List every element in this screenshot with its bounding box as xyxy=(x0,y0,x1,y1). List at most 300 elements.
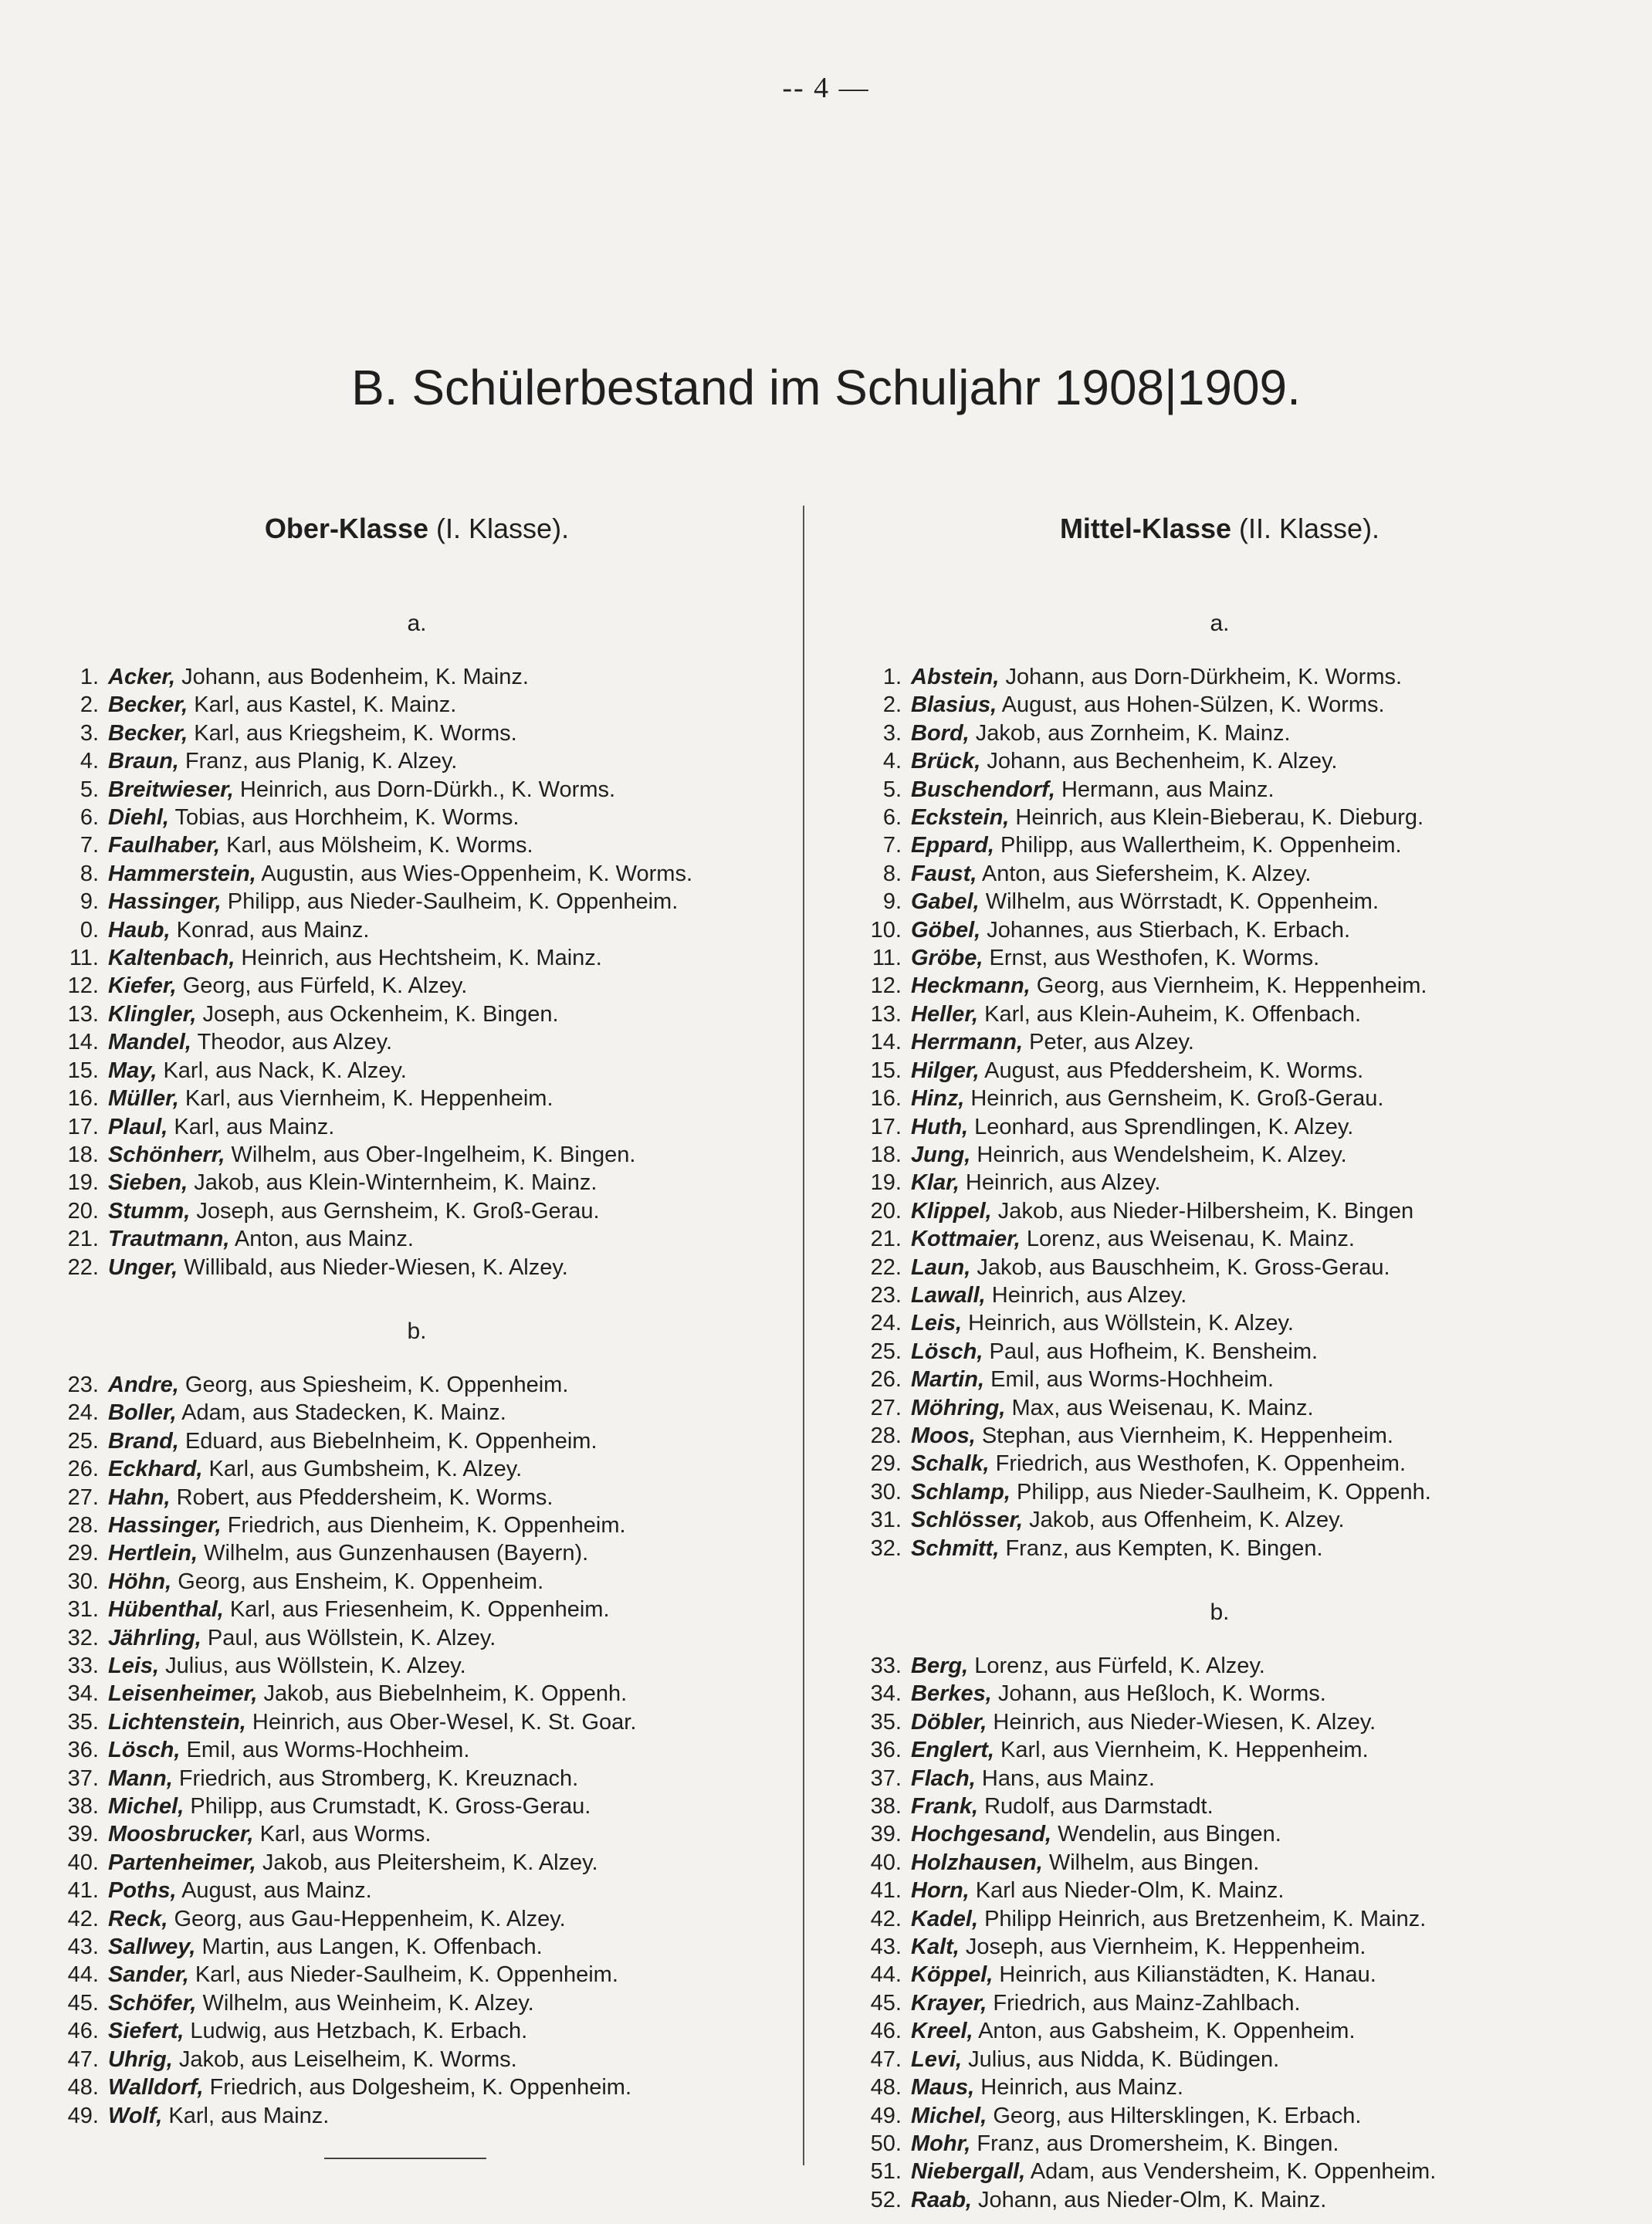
student-entry xyxy=(46,2017,787,2045)
student-surname: Schönherr, xyxy=(108,1142,225,1167)
entry-text xyxy=(108,1399,772,1427)
entry-number: 10. xyxy=(870,917,902,943)
entry-text xyxy=(911,2158,1575,2185)
student-details: Karl, aus Mölsheim, K. Worms. xyxy=(220,833,533,858)
entry-text xyxy=(108,1849,772,1877)
entry-number: 46. xyxy=(67,2019,99,2044)
student-details: August, aus Mainz. xyxy=(176,1878,372,1904)
entry-text xyxy=(911,776,1575,804)
entry-text xyxy=(911,1708,1575,1736)
student-entry xyxy=(849,860,1590,888)
entry-number: 42. xyxy=(870,1906,902,1931)
student-details: Karl, aus Viernheim, K. Heppenheim. xyxy=(178,1086,553,1112)
student-details: Karl, aus Klein-Auheim, K. Offenbach. xyxy=(978,1001,1362,1027)
student-surname: Möhring, xyxy=(911,1395,1006,1420)
section-b-label: b. xyxy=(1210,1599,1230,1625)
student-surname: Kottmaier, xyxy=(911,1227,1021,1252)
entry-number: 34. xyxy=(870,1681,902,1707)
student-surname: Michel, xyxy=(911,2103,987,2128)
student-entry xyxy=(849,1085,1590,1112)
student-entry xyxy=(46,1085,787,1112)
entry-text xyxy=(108,1905,772,1933)
entry-text xyxy=(911,1225,1575,1253)
entry-text xyxy=(911,663,1575,691)
student-details: Heinrich, aus Mainz. xyxy=(974,2075,1183,2100)
student-surname: Moosbrucker, xyxy=(108,1822,254,1847)
student-surname: Mann, xyxy=(108,1765,173,1791)
student-details: Peter, aus Alzey. xyxy=(1023,1030,1194,1055)
entry-text xyxy=(108,1961,772,1989)
student-entry xyxy=(849,2073,1590,2101)
entry-text xyxy=(108,691,772,719)
entry-number: 6. xyxy=(80,805,99,831)
student-details: Johannes, aus Stierbach, K. Erbach. xyxy=(980,917,1351,943)
student-surname: Acker, xyxy=(108,665,176,689)
student-surname: Kreel, xyxy=(911,2019,973,2044)
entry-number: 39. xyxy=(870,1822,902,1847)
student-entry xyxy=(46,1652,787,1680)
student-entry xyxy=(46,1254,787,1281)
entry-number: 31. xyxy=(870,1508,902,1533)
entry-number: 45. xyxy=(67,1990,99,2016)
entry-text xyxy=(911,2102,1575,2130)
student-surname: Frank, xyxy=(911,1794,979,1819)
student-details: August, aus Pfeddersheim, K. Worms. xyxy=(979,1058,1364,1083)
student-entry xyxy=(849,1254,1590,1281)
entry-number: 35. xyxy=(67,1709,99,1735)
student-details: Philipp, aus Nieder-Saulheim, K. Oppenheim. xyxy=(221,889,679,915)
student-details: Jakob, aus Zornheim, K. Mainz. xyxy=(969,720,1291,746)
student-surname: Hertlein, xyxy=(108,1541,198,1566)
entry-number: 46. xyxy=(870,2019,902,2044)
student-entry xyxy=(46,1197,787,1225)
student-details: Johann, aus Dorn-Dürkheim, K. Worms. xyxy=(999,665,1403,689)
entry-number: 35. xyxy=(870,1709,902,1735)
student-details: Emil, aus Worms-Hochheim. xyxy=(180,1738,470,1763)
student-details: Jakob, aus Biebelnheim, K. Oppenh. xyxy=(257,1681,628,1707)
entry-number: 28. xyxy=(870,1423,902,1448)
entry-text xyxy=(108,1141,772,1169)
student-surname: Moos, xyxy=(911,1423,976,1448)
student-entry xyxy=(849,1197,1590,1225)
student-surname: Buschendorf, xyxy=(911,777,1055,802)
student-details: Hermann, aus Mainz. xyxy=(1055,777,1275,802)
entry-number: 27. xyxy=(67,1484,99,1510)
student-surname: Michel, xyxy=(108,1794,184,1819)
student-details: Jakob, aus Klein-Winternheim, K. Mainz. xyxy=(188,1170,597,1196)
student-surname: Leisenheimer, xyxy=(108,1681,258,1707)
section-b-label: b. xyxy=(407,1318,427,1344)
student-list-b xyxy=(46,1371,787,2130)
right-column xyxy=(849,506,1590,2214)
student-details: Stephan, aus Viernheim, K. Heppenheim. xyxy=(975,1423,1393,1448)
entry-number: 5. xyxy=(80,777,99,802)
student-surname: Brück, xyxy=(911,749,981,774)
entry-number: 40. xyxy=(870,1850,902,1875)
student-surname: Sander, xyxy=(108,1962,189,1988)
student-details: August, aus Hohen-Sülzen, K. Worms. xyxy=(997,692,1385,718)
student-details: Philipp Heinrich, aus Bretzenheim, K. Mainz. xyxy=(978,1906,1427,1931)
entry-text xyxy=(911,1028,1575,1056)
entry-text xyxy=(108,1652,772,1680)
student-surname: Kaltenbach, xyxy=(108,946,235,971)
column-divider xyxy=(803,506,804,2165)
entry-number: 1. xyxy=(882,665,902,689)
student-entry xyxy=(46,1399,787,1427)
student-surname: Schalk, xyxy=(911,1451,990,1477)
entry-number: 29. xyxy=(870,1451,902,1477)
student-entry xyxy=(46,1539,787,1567)
student-surname: Kalt, xyxy=(911,1935,960,1960)
student-details: Jakob, aus Nieder-Hilbersheim, K. Bingen xyxy=(991,1198,1414,1224)
entry-text xyxy=(108,1933,772,1961)
entry-number: 23. xyxy=(870,1282,902,1308)
entry-number: 40. xyxy=(67,1850,99,1875)
entry-text xyxy=(108,1511,772,1539)
student-surname: Eckstein, xyxy=(911,805,1010,831)
student-surname: Haub, xyxy=(108,917,171,943)
student-entry xyxy=(46,1596,787,1623)
student-surname: Flach, xyxy=(911,1765,976,1791)
student-details: Wilhelm, aus Ober-Ingelheim, K. Bingen. xyxy=(225,1142,636,1167)
entry-number: 16. xyxy=(870,1086,902,1112)
entry-number: 8. xyxy=(80,861,99,886)
student-entry xyxy=(849,1708,1590,1736)
entry-number: 30. xyxy=(870,1479,902,1505)
entry-text xyxy=(108,1680,772,1708)
student-entry xyxy=(46,972,787,1000)
student-surname: Köppel, xyxy=(911,1962,994,1988)
entry-number: 43. xyxy=(67,1935,99,1960)
student-surname: Poths, xyxy=(108,1878,177,1904)
entry-number: 33. xyxy=(67,1654,99,1678)
student-surname: Hahn, xyxy=(108,1484,171,1510)
student-surname: Kiefer, xyxy=(108,973,177,999)
student-details: Karl, aus Worms. xyxy=(253,1822,432,1847)
student-details: Robert, aus Pfeddersheim, K. Worms. xyxy=(170,1484,553,1510)
student-surname: Sallwey, xyxy=(108,1935,196,1960)
student-entry xyxy=(849,1281,1590,1309)
student-details: Georg, aus Hiltersklingen, K. Erbach. xyxy=(987,2103,1362,2128)
entry-text xyxy=(911,1141,1575,1169)
entry-text xyxy=(108,1484,772,1511)
student-surname: Maus, xyxy=(911,2075,975,2100)
student-entry xyxy=(849,1478,1590,1506)
student-entry xyxy=(849,1309,1590,1337)
entry-number: 26. xyxy=(870,1367,902,1393)
student-list-a xyxy=(46,663,787,1281)
student-entry xyxy=(849,719,1590,747)
student-details: Joseph, aus Gernsheim, K. Groß-Gerau. xyxy=(190,1198,600,1224)
student-surname: Unger, xyxy=(108,1254,178,1280)
student-surname: Brand, xyxy=(108,1428,179,1454)
student-details: Philipp, aus Nieder-Saulheim, K. Oppenh. xyxy=(1010,1479,1431,1505)
student-surname: Müller, xyxy=(108,1086,179,1112)
student-surname: May, xyxy=(108,1058,157,1083)
student-surname: Siefert, xyxy=(108,2019,184,2044)
entry-number: 26. xyxy=(67,1457,99,1482)
student-surname: Blasius, xyxy=(911,692,997,718)
student-surname: Breitwieser, xyxy=(108,777,234,802)
entry-text xyxy=(108,1989,772,2017)
student-details: Heinrich, aus Alzey. xyxy=(985,1282,1187,1308)
student-details: Heinrich, aus Gernsheim, K. Groß-Gerau. xyxy=(964,1086,1384,1112)
entry-number: 34. xyxy=(67,1681,99,1707)
entry-number: 19. xyxy=(67,1170,99,1196)
student-surname: Hinz, xyxy=(911,1086,965,1112)
entry-text xyxy=(911,1820,1575,1848)
student-entry xyxy=(849,888,1590,916)
student-details: Johann, aus Bechenheim, K. Alzey. xyxy=(980,749,1338,774)
student-entry xyxy=(46,1113,787,1141)
entry-text xyxy=(911,1765,1575,1792)
student-details: Friedrich, aus Dolgesheim, K. Oppenheim. xyxy=(203,2075,632,2100)
student-entry xyxy=(46,916,787,944)
student-details: Eduard, aus Biebelnheim, K. Oppenheim. xyxy=(178,1428,597,1454)
entry-text xyxy=(108,1197,772,1225)
student-surname: Klar, xyxy=(911,1170,960,1196)
student-details: Georg, aus Viernheim, K. Heppenheim. xyxy=(1030,973,1427,999)
student-entry xyxy=(46,1455,787,1483)
entry-number: 48. xyxy=(870,2075,902,2100)
student-details: Adam, aus Vendersheim, K. Oppenheim. xyxy=(1025,2159,1437,2185)
entry-number: 24. xyxy=(67,1400,99,1426)
entry-text xyxy=(911,888,1575,916)
entry-number: 8. xyxy=(882,861,902,886)
entry-number: 21. xyxy=(870,1227,902,1252)
entry-number: 41. xyxy=(870,1878,902,1904)
entry-number: 22. xyxy=(67,1254,99,1280)
student-details: Jakob, aus Leiselheim, K. Worms. xyxy=(172,2046,517,2072)
student-details: Joseph, aus Ockenheim, K. Bingen. xyxy=(196,1001,559,1027)
entry-number: 2. xyxy=(80,692,99,718)
student-surname: Klippel, xyxy=(911,1198,992,1224)
entry-text xyxy=(108,1539,772,1567)
student-surname: Trautmann, xyxy=(108,1227,230,1252)
entry-text xyxy=(911,1338,1575,1366)
student-surname: Laun, xyxy=(911,1254,971,1280)
entry-text xyxy=(108,1624,772,1652)
student-details: Karl, aus Nack, K. Alzey. xyxy=(157,1058,407,1083)
student-entry xyxy=(849,1141,1590,1169)
student-details: Karl, aus Gumbsheim, K. Alzey. xyxy=(202,1457,523,1482)
student-surname: Eppard, xyxy=(911,833,994,858)
student-details: Lorenz, aus Fürfeld, K. Alzey. xyxy=(968,1654,1265,1678)
entry-text xyxy=(911,1085,1575,1112)
student-surname: Hassinger, xyxy=(108,889,222,915)
student-surname: Andre, xyxy=(108,1372,179,1397)
student-details: Philipp, aus Crumstadt, K. Gross-Gerau. xyxy=(184,1794,591,1819)
student-entry xyxy=(46,1568,787,1596)
student-details: Karl, aus Kriegsheim, K. Worms. xyxy=(188,720,517,746)
student-surname: Hammerstein, xyxy=(108,861,256,886)
student-details: Wilhelm, aus Wörrstadt, K. Oppenheim. xyxy=(979,889,1379,915)
student-entry xyxy=(46,1849,787,1877)
entry-text xyxy=(911,1281,1575,1309)
student-surname: Herrmann, xyxy=(911,1030,1024,1055)
entry-text xyxy=(108,1877,772,1904)
student-entry xyxy=(849,1765,1590,1792)
entry-number: 30. xyxy=(67,1569,99,1594)
entry-number: 19. xyxy=(870,1170,902,1196)
entry-text xyxy=(911,2046,1575,2073)
entry-text xyxy=(911,1736,1575,1764)
entry-number: 4. xyxy=(80,749,99,774)
student-entry xyxy=(849,1057,1590,1085)
entry-number: 38. xyxy=(67,1794,99,1819)
entry-number: 25. xyxy=(67,1428,99,1454)
student-entry xyxy=(849,2158,1590,2185)
entry-number: 2. xyxy=(882,692,902,718)
student-entry xyxy=(46,1371,787,1399)
entry-number: 28. xyxy=(67,1512,99,1538)
student-details: Heinrich, aus Wendelsheim, K. Alzey. xyxy=(970,1142,1347,1167)
section-a-label: a. xyxy=(407,611,427,636)
student-surname: Döbler, xyxy=(911,1709,987,1735)
student-entry xyxy=(46,1933,787,1961)
student-entry xyxy=(46,1225,787,1253)
student-entry xyxy=(46,1792,787,1820)
student-entry xyxy=(849,1225,1590,1253)
entry-number: 39. xyxy=(67,1822,99,1847)
entry-text xyxy=(108,1113,772,1141)
student-details: Julius, aus Wöllstein, K. Alzey. xyxy=(159,1654,466,1678)
entry-text xyxy=(108,1000,772,1028)
class-number: (II. Klasse). xyxy=(1231,513,1380,544)
student-surname: Bord, xyxy=(911,720,970,746)
student-surname: Heckmann, xyxy=(911,973,1031,999)
entry-text xyxy=(108,944,772,972)
student-details: Tobias, aus Horchheim, K. Worms. xyxy=(168,805,520,831)
student-surname: Lösch, xyxy=(108,1738,181,1763)
student-entry xyxy=(849,1113,1590,1141)
student-surname: Jährling, xyxy=(108,1625,201,1650)
entry-number: 14. xyxy=(67,1030,99,1055)
student-entry xyxy=(46,776,787,804)
entry-number: 33. xyxy=(870,1654,902,1678)
entry-number: 47. xyxy=(67,2046,99,2072)
student-details: Friedrich, aus Dienheim, K. Oppenheim. xyxy=(221,1512,626,1538)
student-entry xyxy=(849,1680,1590,1708)
entry-number: 1. xyxy=(80,665,99,689)
entry-number: 15. xyxy=(67,1058,99,1083)
entry-number: 38. xyxy=(870,1794,902,1819)
student-details: Franz, aus Dromersheim, K. Bingen. xyxy=(970,2131,1339,2156)
entry-text xyxy=(911,1394,1575,1422)
student-details: Philipp, aus Wallertheim, K. Oppenheim. xyxy=(994,833,1402,858)
student-details: Friedrich, aus Stromberg, K. Kreuznach. xyxy=(172,1765,579,1791)
entry-text xyxy=(108,1568,772,1596)
student-surname: Gröbe, xyxy=(911,946,983,971)
entry-number: 48. xyxy=(67,2075,99,2100)
entry-number: 16. xyxy=(67,1086,99,1112)
student-entry xyxy=(849,1169,1590,1197)
entry-number: 7. xyxy=(882,833,902,858)
student-entry xyxy=(849,804,1590,831)
student-details: Franz, aus Kempten, K. Bingen. xyxy=(999,1535,1323,1561)
student-details: Hans, aus Mainz. xyxy=(975,1765,1155,1791)
student-details: Rudolf, aus Darmstadt. xyxy=(978,1794,1214,1819)
student-surname: Schlamp, xyxy=(911,1479,1010,1505)
student-entry xyxy=(849,1394,1590,1422)
student-details: Heinrich, aus Wöllstein, K. Alzey. xyxy=(962,1311,1294,1336)
entry-number: 13. xyxy=(67,1001,99,1027)
student-details: Willibald, aus Nieder-Wiesen, K. Alzey. xyxy=(178,1254,568,1280)
student-entry xyxy=(46,1000,787,1028)
student-entry xyxy=(46,1736,787,1764)
student-surname: Partenheimer, xyxy=(108,1850,256,1875)
student-surname: Holzhausen, xyxy=(911,1850,1043,1875)
entry-text xyxy=(108,1765,772,1792)
student-details: Julius, aus Nidda, K. Büdingen. xyxy=(962,2046,1280,2072)
student-details: Wendelin, aus Bingen. xyxy=(1051,1822,1281,1847)
entry-number: 17. xyxy=(870,1114,902,1139)
student-surname: Mohr, xyxy=(911,2131,971,2156)
student-entry xyxy=(46,1624,787,1652)
student-details: Max, aus Weisenau, K. Mainz. xyxy=(1005,1395,1314,1420)
student-entry xyxy=(849,663,1590,691)
student-surname: Huth, xyxy=(911,1114,969,1139)
entry-text xyxy=(108,663,772,691)
student-surname: Becker, xyxy=(108,720,188,746)
student-surname: Sieben, xyxy=(108,1170,188,1196)
student-entry xyxy=(46,1989,787,2017)
entry-number: 49. xyxy=(870,2103,902,2128)
entry-text xyxy=(911,1450,1575,1478)
student-surname: Leis, xyxy=(108,1654,160,1678)
student-entry xyxy=(46,804,787,831)
student-entry xyxy=(849,776,1590,804)
entry-number: 18. xyxy=(870,1142,902,1167)
entry-text xyxy=(911,747,1575,775)
student-details: Paul, aus Hofheim, K. Bensheim. xyxy=(983,1339,1319,1364)
entry-text xyxy=(911,1254,1575,1281)
entry-number: 12. xyxy=(67,973,99,999)
student-details: Georg, aus Spiesheim, K. Oppenheim. xyxy=(178,1372,569,1397)
entry-text xyxy=(911,860,1575,888)
student-details: Georg, aus Fürfeld, K. Alzey. xyxy=(176,973,468,999)
student-entry xyxy=(849,747,1590,775)
entry-number: 36. xyxy=(870,1738,902,1763)
student-entry xyxy=(46,831,787,859)
student-surname: Wolf, xyxy=(108,2103,163,2128)
student-surname: Hassinger, xyxy=(108,1512,222,1538)
student-surname: Kadel, xyxy=(911,1906,979,1931)
student-details: Heinrich, aus Kilianstädten, K. Hanau. xyxy=(993,1962,1376,1988)
student-entry xyxy=(46,888,787,916)
entry-number: 32. xyxy=(67,1625,99,1650)
student-details: Heinrich, aus Dorn-Dürkh., K. Worms. xyxy=(233,777,616,802)
entry-text xyxy=(108,804,772,831)
student-details: Jakob, aus Pleitersheim, K. Alzey. xyxy=(256,1850,598,1875)
student-entry xyxy=(849,1933,1590,1961)
student-details: Paul, aus Wöllstein, K. Alzey. xyxy=(201,1625,496,1650)
student-surname: Martin, xyxy=(911,1367,985,1393)
student-details: Anton, aus Gabsheim, K. Oppenheim. xyxy=(973,2019,1356,2044)
student-surname: Klingler, xyxy=(108,1001,197,1027)
entry-text xyxy=(108,972,772,1000)
entry-text xyxy=(108,1455,772,1483)
entry-text xyxy=(108,888,772,916)
class-name: Ober-Klasse xyxy=(264,513,429,544)
student-entry xyxy=(849,1989,1590,2017)
student-details: Adam, aus Stadecken, K. Mainz. xyxy=(176,1400,506,1426)
entry-number: 3. xyxy=(882,720,902,746)
entry-number: 44. xyxy=(67,1962,99,1988)
student-entry xyxy=(46,1708,787,1736)
student-details: Ludwig, aus Hetzbach, K. Erbach. xyxy=(184,2019,528,2044)
student-entry xyxy=(46,1141,787,1169)
